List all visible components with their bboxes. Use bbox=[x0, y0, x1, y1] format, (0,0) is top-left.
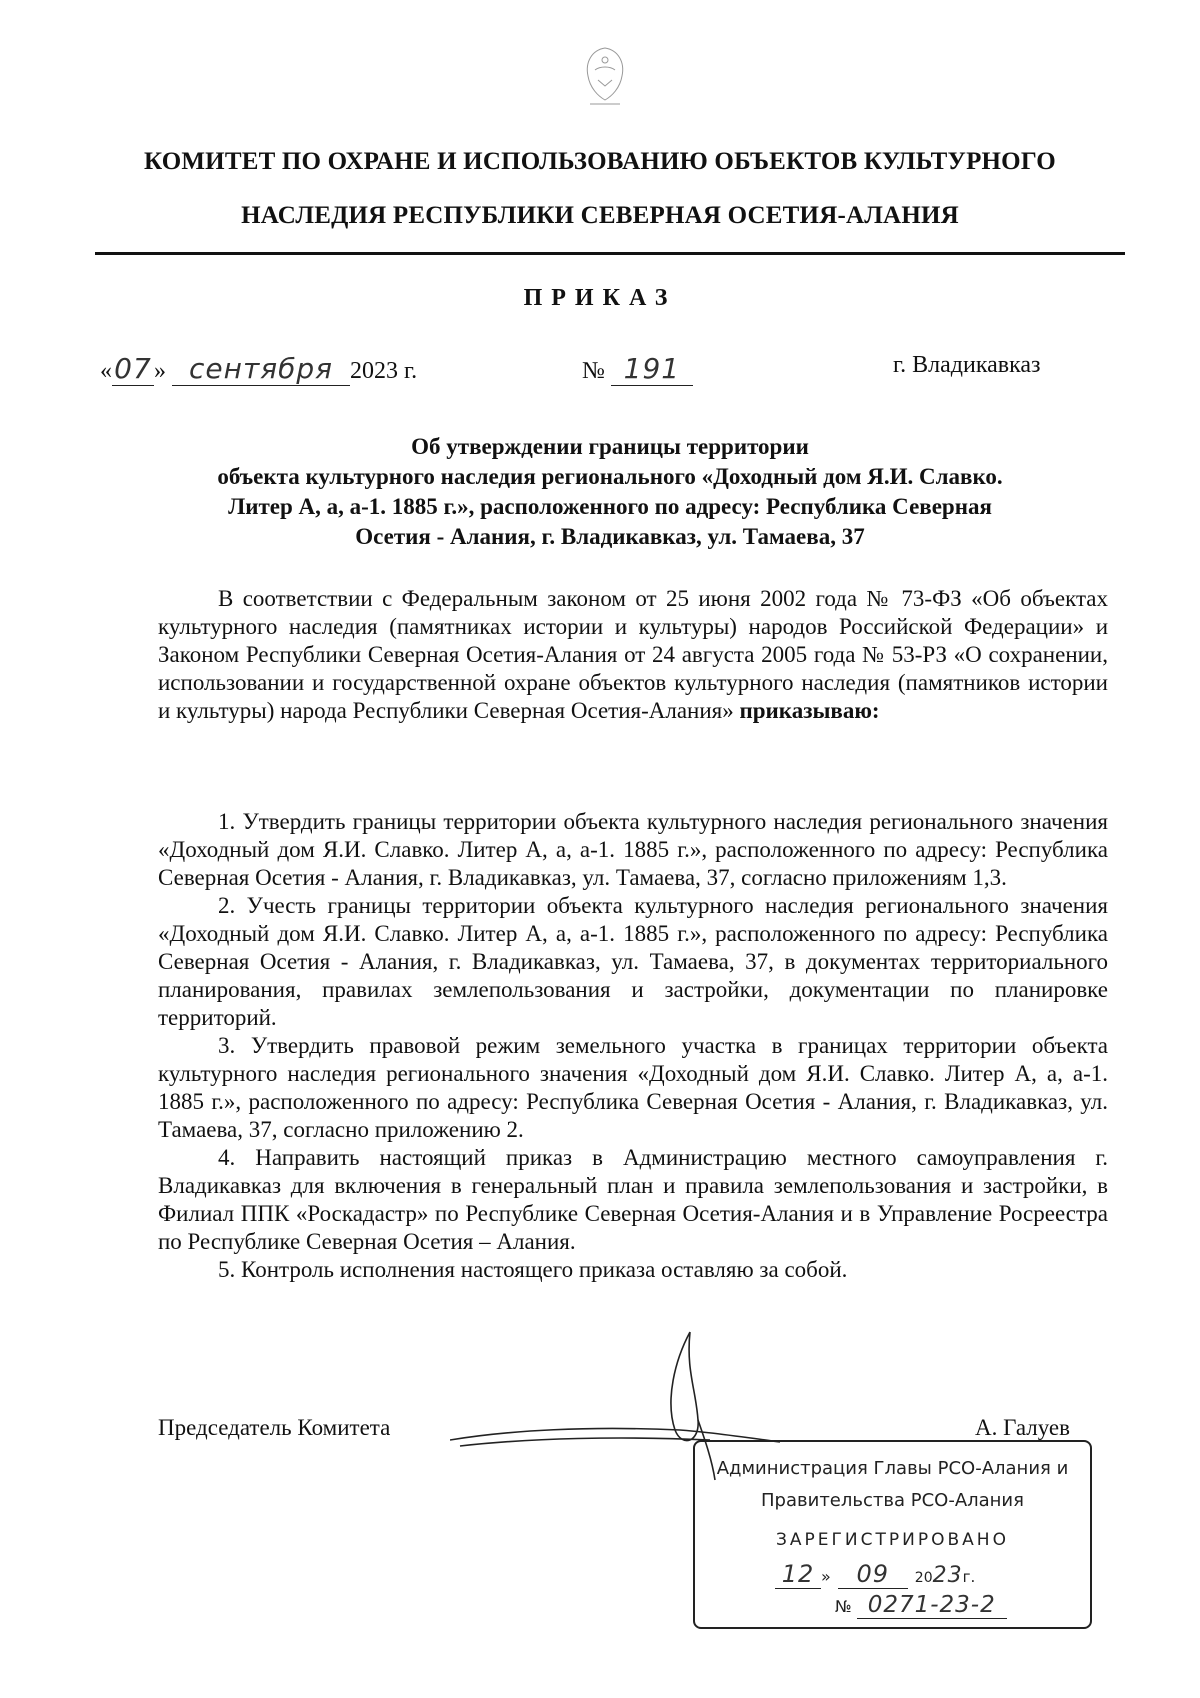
subject-line: Осетия - Алания, г. Владикавказ, ул. Тамаева, 37 bbox=[355, 524, 865, 549]
order-item-1: 1. Утвердить границы территории объекта культурного наследия регионального значения «Доходный дом Я.И. Славко. Литер А, а, а-1. 1885 г.», расположенного по адресу: Республика Северная Осетия - Алания, г. Владикавказ, ул. Тамаева, 37, согласно приложениям 1,3. bbox=[158, 809, 1108, 890]
order-item-5: 5. Контроль исполнения настоящего приказа оставляю за собой. bbox=[218, 1257, 848, 1282]
date-day-handwritten: 07 bbox=[112, 352, 154, 386]
order-number-label: № bbox=[582, 358, 605, 384]
order-item-4: 4. Направить настоящий приказ в Администрацию местного самоуправления г. Владикавказ для включения в генеральный план и правила землепользования и застройки, в Филиал ППК «Роскадастр» по Республике Северная Осетия-Алания и в Управление Росреестра по Республике Северная Осетия – Алания. bbox=[158, 1145, 1108, 1254]
stamp-number-label: № bbox=[835, 1597, 852, 1616]
stamp-date-day: 12 bbox=[775, 1560, 821, 1589]
stamp-date-separator: » bbox=[821, 1567, 831, 1586]
signatory-position: Председатель Комитета bbox=[158, 1415, 391, 1440]
preamble-order-word: приказываю: bbox=[739, 698, 880, 723]
stamp-line-2: Правительства РСО-Алания bbox=[761, 1490, 1024, 1511]
order-number-handwritten: 191 bbox=[611, 352, 693, 386]
stamp-registration-date bbox=[775, 1560, 975, 1589]
order-items bbox=[158, 808, 1108, 1284]
registration-stamp bbox=[693, 1440, 1092, 1629]
preamble-paragraph bbox=[158, 585, 1108, 725]
date-year: 2023 г. bbox=[350, 358, 418, 384]
order-subject bbox=[130, 432, 1090, 552]
stamp-line-1: Администрация Главы РСО-Алания и bbox=[716, 1458, 1069, 1479]
date-quote-open: « bbox=[100, 358, 112, 384]
stamp-number-handwritten: 0271-23-2 bbox=[857, 1592, 1007, 1619]
organization-name-line-1: КОМИТЕТ ПО ОХРАНЕ И ИСПОЛЬЗОВАНИЮ ОБЪЕКТОВ КУЛЬТУРНОГО bbox=[144, 148, 1056, 175]
order-item-2: 2. Учесть границы территории объекта культурного наследия регионального значения «Доходный дом Я.И. Славко. Литер А, а, а-1. 1885 г.», расположенного по адресу: Республика Северная Осетия - Алания, г. Владикавказ, ул. Тамаева, 37, в документах территориального планирования, правилах землепользования и застройки, документации по планировке территорий. bbox=[158, 893, 1108, 1030]
signatory-name: А. Галуев bbox=[975, 1415, 1070, 1440]
order-date bbox=[100, 352, 417, 386]
stamp-date-suffix: г. bbox=[962, 1568, 976, 1586]
header-divider bbox=[95, 252, 1125, 255]
subject-line: объекта культурного наследия регионального «Доходный дом Я.И. Славко. bbox=[217, 464, 1003, 489]
preamble-text: В соответствии с Федеральным законом от 25 июня 2002 года № 73-ФЗ «Об объектах культурного наследия (памятниках истории и культуры) народов Российской Федерации» и Законом Республики Северная Осетия-Алания от 24 августа 2005 года № 53-РЗ «О сохранении, использовании и государственной охране объектов культурного наследия (памятников истории и культуры) народа Республики Северная Осетия-Алания» bbox=[158, 586, 1108, 723]
order-city: г. Владикавказ bbox=[893, 352, 1041, 378]
coat-of-arms-emblem bbox=[570, 40, 640, 120]
subject-line: Об утверждении границы территории bbox=[411, 434, 809, 459]
stamp-date-year-prefix: 20 bbox=[914, 1570, 933, 1586]
stamp-registration-number bbox=[835, 1592, 1007, 1619]
stamp-date-month: 09 bbox=[838, 1560, 908, 1589]
subject-line: Литер А, а, а-1. 1885 г.», расположенного по адресу: Республика Северная bbox=[228, 494, 992, 519]
document-type-title: ПРИКАЗ bbox=[523, 285, 677, 311]
order-item-3: 3. Утвердить правовой режим земельного участка в границах территории объекта культурного наследия регионального значения «Доходный дом Я.И. Славко. Литер А, а, а-1. 1885 г.», расположенного по адресу: Республика Северная Осетия - Алания, г. Владикавказ, ул. Тамаева, 37, согласно приложению 2. bbox=[158, 1033, 1108, 1142]
stamp-date-year: 23 bbox=[932, 1563, 963, 1588]
stamp-registered-label: ЗАРЕГИСТРИРОВАНО bbox=[776, 1530, 1009, 1550]
organization-name-line-2: НАСЛЕДИЯ РЕСПУБЛИКИ СЕВЕРНАЯ ОСЕТИЯ-АЛАНИЯ bbox=[241, 202, 959, 229]
date-quote-close: » bbox=[154, 358, 166, 384]
date-month-handwritten: сентября bbox=[172, 352, 350, 386]
order-number bbox=[582, 352, 693, 386]
